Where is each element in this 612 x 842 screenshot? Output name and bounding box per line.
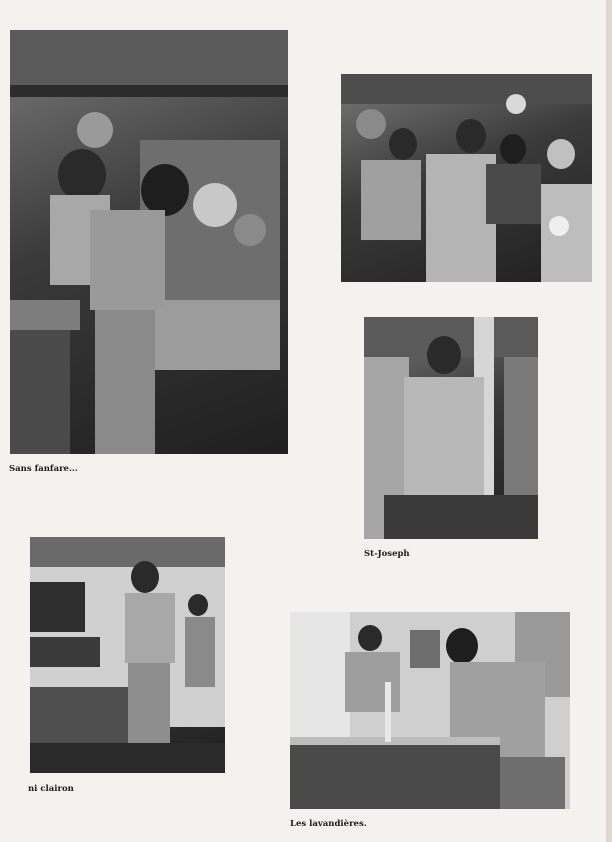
photo-officer-workbench bbox=[364, 317, 538, 539]
caption-photo-2: St-Joseph bbox=[364, 549, 410, 559]
photo-engine-room bbox=[10, 30, 288, 454]
photo-galley-sailors bbox=[30, 537, 225, 773]
caption-photo-3: ni clairon bbox=[28, 784, 74, 794]
photo-workshop-group bbox=[341, 74, 592, 282]
caption-photo-4: Les lavandières. bbox=[290, 819, 367, 829]
caption-photo-1: Sans fanfare... bbox=[9, 464, 78, 474]
page-edge bbox=[606, 0, 612, 842]
photo-laundry-sink bbox=[290, 612, 570, 809]
